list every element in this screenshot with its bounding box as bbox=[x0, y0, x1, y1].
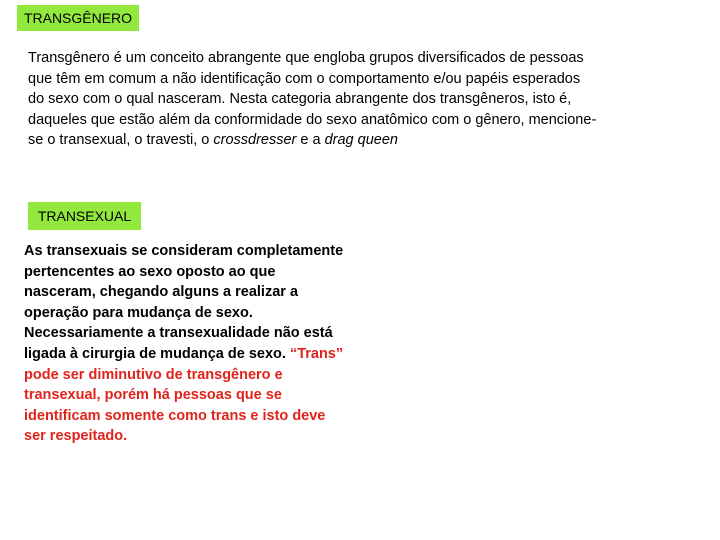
paragraph-line: Necessariamente a transexualidade não está bbox=[24, 325, 333, 342]
paragraph-line: As transexuais se consideram completamente bbox=[24, 243, 344, 259]
transgenero-heading-box bbox=[17, 5, 139, 31]
last-line-text: se o transexual, o travesti, o bbox=[28, 132, 214, 149]
paragraph-line: pertencentes ao sexo oposto ao que bbox=[24, 263, 276, 280]
highlight-line: transexual, porém há pessoas que se bbox=[24, 387, 282, 404]
paragraph-line: do sexo com o qual nasceram. Nesta categoria abrangente dos transgêneros, isto é, bbox=[28, 91, 572, 108]
paragraph-line: operação para mudança de sexo. bbox=[24, 304, 253, 321]
term-drag-queen: drag queen bbox=[324, 132, 398, 149]
paragraph-line: daqueles que estão além da conformidade do sexo anatômico com o gênero, mencione- bbox=[28, 111, 597, 128]
mixed-line-text: ligada à cirurgia de mudança de sexo. bbox=[24, 345, 290, 362]
paragraph-mixed-line bbox=[24, 344, 374, 365]
paragraph-line: nasceram, chegando alguns a realizar a bbox=[24, 284, 299, 301]
transexual-heading: TRANSEXUAL bbox=[37, 208, 132, 224]
transexual-paragraph bbox=[24, 241, 374, 447]
transexual-heading-box bbox=[28, 202, 141, 230]
paragraph-last-line bbox=[28, 130, 688, 151]
paragraph-line: que têm em comum a não identificação com o comportamento e/ou papéis esperados bbox=[28, 70, 581, 87]
paragraph-line: Transgênero é um conceito abrangente que engloba grupos diversificados de pessoas bbox=[28, 50, 584, 66]
term-crossdresser: crossdresser bbox=[213, 132, 297, 149]
transgenero-paragraph bbox=[28, 48, 688, 151]
highlight-line: ser respeitado. bbox=[24, 428, 128, 445]
highlight-line: pode ser diminutivo de transgênero e bbox=[24, 366, 283, 383]
transgenero-heading: TRANSGÊNERO bbox=[23, 10, 133, 26]
highlight-line: identificam somente como trans e isto deve bbox=[24, 407, 326, 424]
trans-quote: “Trans” bbox=[289, 345, 344, 362]
last-line-connector: e a bbox=[296, 132, 325, 149]
